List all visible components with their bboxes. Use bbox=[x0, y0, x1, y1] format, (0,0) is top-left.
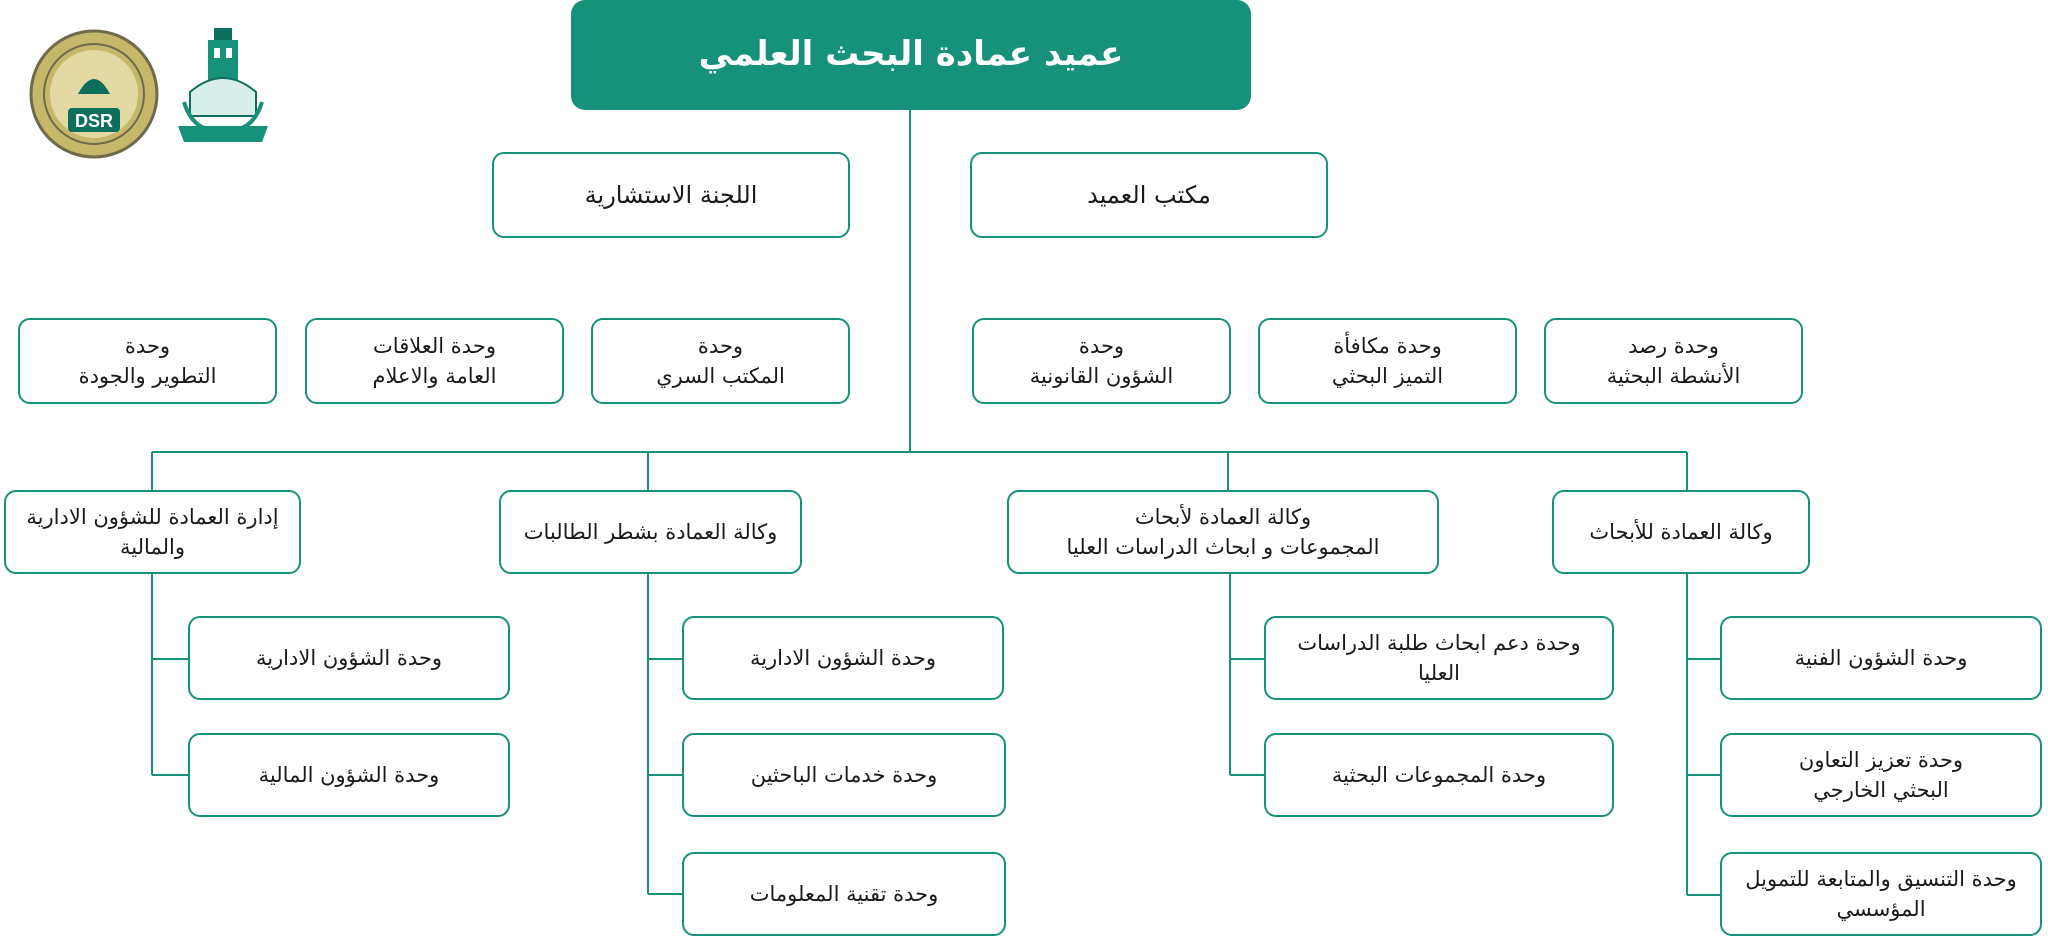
support-unit-confidential-office bbox=[591, 318, 850, 404]
dean-box bbox=[571, 0, 1251, 110]
unit-female-admin-affairs bbox=[682, 616, 1004, 700]
unit-finance-affairs bbox=[188, 733, 510, 817]
support-unit-line2: المكتب السري bbox=[656, 364, 785, 388]
agency-groups-graduate-research bbox=[1007, 490, 1439, 574]
unit-researcher-services bbox=[682, 733, 1006, 817]
support-unit-line2: العامة والاعلام bbox=[372, 364, 497, 388]
unit-label: وحدة تقنية المعلومات bbox=[749, 881, 939, 906]
unit-label: وحدة خدمات الباحثين bbox=[750, 762, 938, 787]
support-unit-line2: التميز البحثي bbox=[1331, 364, 1444, 388]
unit-label: وحدة الشؤون الادارية bbox=[255, 645, 443, 670]
support-unit-line1: وحدة رصد bbox=[1628, 333, 1719, 358]
unit-admin-affairs bbox=[188, 616, 510, 700]
unit-label: وحدة المجموعات البحثية bbox=[1331, 762, 1547, 787]
dean-office-label: مكتب العميد bbox=[1087, 180, 1211, 209]
unit-label-line1: وحدة تعزيز التعاون bbox=[1798, 747, 1964, 772]
agency-research bbox=[1552, 490, 1810, 574]
unit-graduate-research-support bbox=[1264, 616, 1614, 700]
unit-information-technology bbox=[682, 852, 1006, 936]
support-unit-research-excellence bbox=[1258, 318, 1517, 404]
unit-label: وحدة الشؤون المالية bbox=[258, 762, 440, 787]
support-unit-research-monitoring bbox=[1544, 318, 1803, 404]
agency-admin-finance bbox=[4, 490, 301, 574]
agency-line1: وكالة العمادة للأبحاث bbox=[1589, 519, 1773, 544]
support-unit-line2: الأنشطة البحثية bbox=[1606, 364, 1741, 388]
support-unit-development-quality bbox=[18, 318, 277, 404]
agency-line2: والمالية bbox=[120, 535, 185, 559]
support-unit-line2: التطوير والجودة bbox=[78, 364, 217, 388]
agency-line1: وكالة العمادة بشطر الطالبات bbox=[523, 519, 778, 544]
unit-label: وحدة الشؤون الادارية bbox=[749, 645, 937, 670]
unit-institutional-funding bbox=[1720, 852, 2042, 936]
dean-office-box bbox=[970, 152, 1328, 238]
agency-female-section bbox=[499, 490, 802, 574]
kau-university-logo-icon bbox=[170, 22, 276, 150]
unit-label-line2: المؤسسي bbox=[1836, 897, 1926, 921]
unit-label-line2: البحثي الخارجي bbox=[1813, 778, 1949, 802]
unit-label: وحدة الشؤون الفنية bbox=[1794, 645, 1968, 670]
unit-label: وحدة دعم ابحاث طلبة الدراسات العليا bbox=[1297, 630, 1581, 685]
unit-technical-affairs bbox=[1720, 616, 2042, 700]
advisory-committee-label: اللجنة الاستشارية bbox=[584, 180, 758, 209]
support-unit-line1: وحدة العلاقات bbox=[373, 333, 496, 358]
agency-line1: وكالة العمادة لأبحاث bbox=[1134, 504, 1312, 529]
support-unit-public-relations bbox=[305, 318, 564, 404]
unit-label-line1: وحدة التنسيق والمتابعة للتمويل bbox=[1745, 866, 2017, 891]
advisory-committee-box bbox=[492, 152, 850, 238]
support-unit-line1: وحدة مكافأة bbox=[1333, 333, 1442, 358]
support-unit-line1: وحدة bbox=[697, 333, 744, 358]
dsr-logo-text: DSR bbox=[74, 111, 114, 131]
unit-research-groups bbox=[1264, 733, 1614, 817]
support-unit-line2: الشؤون القانونية bbox=[1029, 364, 1174, 388]
agency-line2: المجموعات و ابحاث الدراسات العليا bbox=[1066, 535, 1380, 559]
dsr-seal-logo-icon bbox=[28, 28, 160, 160]
support-unit-legal-affairs bbox=[972, 318, 1231, 404]
agency-line1: إدارة العمادة للشؤون الادارية bbox=[26, 504, 279, 529]
unit-external-collaboration bbox=[1720, 733, 2042, 817]
dean-title: عميد عمادة البحث العلمي bbox=[698, 34, 1124, 75]
support-unit-line1: وحدة bbox=[124, 333, 171, 358]
support-unit-line1: وحدة bbox=[1078, 333, 1125, 358]
